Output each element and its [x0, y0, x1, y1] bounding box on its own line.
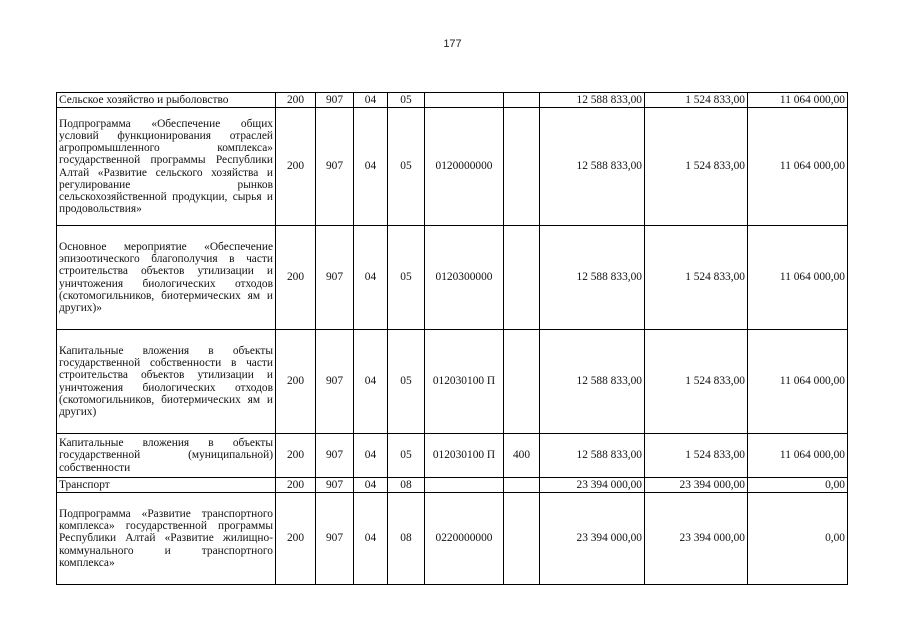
row-name: Транспорт — [57, 478, 276, 493]
cell-prz: 05 — [388, 226, 425, 330]
cell-rz: 04 — [354, 478, 388, 493]
cell-ved: 907 — [316, 330, 354, 434]
cell-ved: 907 — [316, 434, 354, 478]
cell-sum3: 11 064 000,00 — [748, 434, 848, 478]
cell-target — [425, 93, 504, 108]
cell-sum1: 12 588 833,00 — [540, 330, 645, 434]
row-name: Основное мероприятие «Обеспечение эпизоотического благополучия в части строительства объектов утилизации и уничтожения биологических отходов (скотомогильников, биотермических ям и других)» — [57, 226, 276, 330]
cell-rz: 04 — [354, 330, 388, 434]
cell-vr: 400 — [504, 434, 540, 478]
cell-prz: 08 — [388, 478, 425, 493]
cell-adm: 200 — [276, 330, 316, 434]
page-number: 177 — [443, 38, 462, 50]
cell-prz: 05 — [388, 330, 425, 434]
cell-sum3: 0,00 — [748, 493, 848, 585]
cell-ved: 907 — [316, 108, 354, 226]
cell-sum1: 23 394 000,00 — [540, 493, 645, 585]
cell-ved: 907 — [316, 493, 354, 585]
cell-sum3: 11 064 000,00 — [748, 226, 848, 330]
cell-sum2: 1 524 833,00 — [645, 108, 748, 226]
row-name: Капитальные вложения в объекты государственной собственности в части строительства объектов утилизации и уничтожения биологических отходов (скотомогильников, биотермических ям и других) — [57, 330, 276, 434]
cell-adm: 200 — [276, 108, 316, 226]
cell-prz: 05 — [388, 93, 425, 108]
row-name: Сельское хозяйство и рыболовство — [57, 93, 276, 108]
cell-vr — [504, 226, 540, 330]
cell-rz: 04 — [354, 434, 388, 478]
cell-sum1: 12 588 833,00 — [540, 434, 645, 478]
row-name: Капитальные вложения в объекты государственной (муниципальной) собственности — [57, 434, 276, 478]
table-row — [57, 478, 848, 493]
cell-sum3: 0,00 — [748, 478, 848, 493]
cell-sum2: 1 524 833,00 — [645, 434, 748, 478]
table-row — [57, 93, 848, 108]
table-row — [57, 330, 848, 434]
row-name: Подпрограмма «Развитие транспортного комплекса» государственной программы Республики Алтай «Развитие жилищно-коммунального и транспортного комплекса» — [57, 493, 276, 585]
cell-adm: 200 — [276, 434, 316, 478]
cell-sum2: 1 524 833,00 — [645, 330, 748, 434]
cell-target — [425, 478, 504, 493]
cell-vr — [504, 108, 540, 226]
cell-sum1: 12 588 833,00 — [540, 226, 645, 330]
table-row — [57, 108, 848, 226]
cell-sum2: 23 394 000,00 — [645, 493, 748, 585]
cell-rz: 04 — [354, 226, 388, 330]
cell-adm: 200 — [276, 493, 316, 585]
cell-prz: 05 — [388, 434, 425, 478]
row-name: Подпрограмма «Обеспечение общих условий функционирования отраслей агропромышленного комплекса» государственной программы Республики Алтай «Развитие сельского хозяйства и регулирование рынков сельскохозяйственной продукции, сырья и продовольствия» — [57, 108, 276, 226]
cell-sum1: 12 588 833,00 — [540, 93, 645, 108]
table-row — [57, 434, 848, 478]
cell-adm: 200 — [276, 226, 316, 330]
budget-table — [56, 92, 848, 585]
cell-target: 0220000000 — [425, 493, 504, 585]
cell-adm: 200 — [276, 478, 316, 493]
cell-ved: 907 — [316, 93, 354, 108]
cell-sum2: 23 394 000,00 — [645, 478, 748, 493]
cell-ved: 907 — [316, 226, 354, 330]
cell-target: 012030100 П — [425, 330, 504, 434]
cell-sum3: 11 064 000,00 — [748, 330, 848, 434]
cell-target: 012030100 П — [425, 434, 504, 478]
cell-rz: 04 — [354, 493, 388, 585]
cell-sum3: 11 064 000,00 — [748, 108, 848, 226]
cell-ved: 907 — [316, 478, 354, 493]
cell-prz: 05 — [388, 108, 425, 226]
cell-rz: 04 — [354, 108, 388, 226]
cell-vr — [504, 478, 540, 493]
cell-sum1: 23 394 000,00 — [540, 478, 645, 493]
cell-vr — [504, 493, 540, 585]
cell-target: 0120000000 — [425, 108, 504, 226]
cell-adm: 200 — [276, 93, 316, 108]
cell-sum3: 11 064 000,00 — [748, 93, 848, 108]
cell-sum2: 1 524 833,00 — [645, 226, 748, 330]
cell-sum1: 12 588 833,00 — [540, 108, 645, 226]
cell-vr — [504, 330, 540, 434]
table-row — [57, 493, 848, 585]
cell-sum2: 1 524 833,00 — [645, 93, 748, 108]
table-row — [57, 226, 848, 330]
cell-vr — [504, 93, 540, 108]
cell-rz: 04 — [354, 93, 388, 108]
cell-target: 0120300000 — [425, 226, 504, 330]
cell-prz: 08 — [388, 493, 425, 585]
